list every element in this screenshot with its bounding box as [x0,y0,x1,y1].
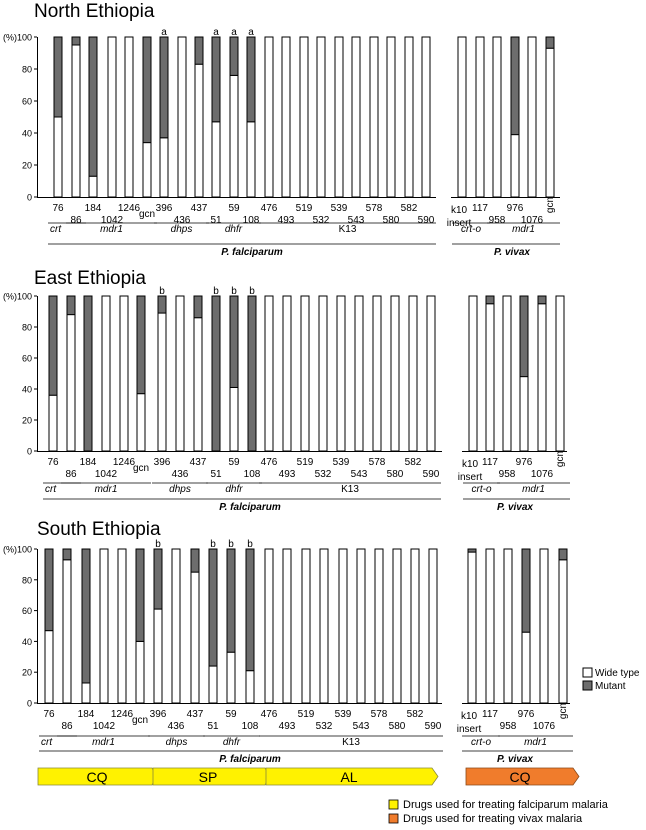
x-tick-label: 396 [149,709,167,720]
x-tick-label: k10 [460,711,478,722]
x-tick-label: 117 [482,457,498,468]
x-tick-label: 76 [47,457,59,468]
legend-label-falciparum-drugs: Drugs used for treating falciparum malaria [403,799,608,811]
bar-wild-type [176,296,184,451]
species-label-vivax: P. vivax [497,502,533,513]
legend-label-vivax-drugs: Drugs used for treating vivax malaria [403,813,583,825]
bar-wild-type [283,296,291,451]
x-tick-label: 1246 [112,457,136,468]
bar-mutant [559,549,567,560]
gene-label: mdr1 [522,484,545,495]
y-axis-label: (%) [3,32,17,43]
x-tick-label: gcn [132,463,150,474]
x-tick-label: gcn [131,715,149,726]
drug-arrow-label: CQ [509,769,531,785]
bar-wild-type [546,48,554,197]
bar-wild-type [357,549,365,703]
bar-wild-type [352,37,360,197]
y-tick-label: 100 [16,291,32,302]
panel-title: South Ethiopia [37,519,161,540]
bar-wild-type [194,318,202,451]
bar-wild-type [391,296,399,451]
x-tick-label: 437 [189,457,207,468]
x-tick-label: 493 [278,721,296,732]
gene-label: mdr1 [92,737,115,748]
x-tick-label: 976 [517,709,535,720]
significance-letter: b [159,286,165,297]
y-tick-label: 0 [26,698,32,709]
x-tick-label: 51 [210,215,222,226]
x-tick-label: 59 [228,457,240,468]
y-axis-label: (%) [3,544,17,555]
x-tick-label: 108 [241,721,259,732]
bar-wild-type [230,387,238,451]
significance-annotations [159,286,255,297]
bar-mutant [84,296,92,451]
x-tick-label: 108 [242,215,260,226]
bar-wild-type [538,304,546,451]
bar-mutant [143,37,151,143]
x-tick-label: 476 [260,203,278,214]
bar-mutant [45,549,53,631]
bar-mutant [468,549,476,552]
significance-letter: a [213,27,219,38]
y-tick-label: 80 [21,64,32,75]
bar-mutant [212,37,220,122]
bar-wild-type [422,37,430,197]
gene-label: crt-o [471,484,492,495]
significance-letter: b [213,286,219,297]
x-tick-label: 1076 [530,469,554,480]
bar-mutant [195,37,203,64]
legend-swatch-falciparum-drugs [389,800,398,809]
bar-wild-type [72,45,80,197]
x-tick-label: 493 [278,469,296,480]
bar-mutant [154,549,162,609]
x-tick-label: 539 [334,709,352,720]
x-tick-label: 51 [207,721,219,732]
bar-mutant [160,37,168,138]
x-tick-label: 976 [515,457,533,468]
significance-letter: a [248,27,254,38]
x-tick-label: 476 [260,457,278,468]
y-tick-label: 40 [21,636,32,647]
legend-swatch-wild-type [583,668,592,677]
gene-label: crt-o [471,737,491,748]
x-tick-label: gcn [545,196,556,214]
bar-mutant [538,296,546,304]
bar-wild-type [300,37,308,197]
x-tick-label: 1246 [117,203,141,214]
bar-group [54,37,554,197]
y-tick-label: 60 [21,96,32,107]
y-axis [3,33,38,203]
x-tick-label: 539 [332,457,350,468]
bar-wild-type [504,549,512,703]
x-tick-label: 51 [210,469,222,480]
x-tick-label: 582 [404,457,422,468]
bar-wild-type [320,549,328,703]
drug-legend [389,799,609,825]
y-tick-label: 60 [21,606,32,617]
bar-wild-type [102,296,110,451]
bar-wild-type [45,631,53,703]
bar-legend [583,668,640,692]
x-tick-label: 958 [498,469,516,480]
panel-east [3,268,570,513]
bar-wild-type [528,37,536,197]
drug-arrow-label: AL [340,769,358,785]
x-tick-label: 1042 [94,469,118,480]
x-tick-label: 184 [77,709,95,720]
bar-wild-type [317,37,325,197]
bar-wild-type [100,549,108,703]
bar-wild-type [559,560,567,703]
bar-mutant [520,296,528,377]
x-tick-label: 86 [65,469,77,480]
significance-letter: a [161,27,167,38]
y-tick-label: 100 [16,32,32,43]
x-tick-label: 1246 [110,709,134,720]
x-tick-label: 437 [186,709,204,720]
x-tick-label: 436 [171,469,189,480]
x-tick-label: k10 [450,205,468,216]
y-tick-label: 20 [21,160,32,171]
bar-wild-type [486,304,494,451]
x-tick-label: 1042 [100,215,124,226]
species-label-falciparum: P. falciparum [221,247,283,258]
significance-annotations [155,539,253,550]
bar-wild-type [265,549,273,703]
gene-label: crt-o [461,224,481,235]
bar-wild-type [283,549,291,703]
y-axis-label: (%) [3,291,17,302]
x-tick-label: 958 [488,215,506,226]
bar-mutant [209,549,217,666]
bar-mutant [522,549,530,632]
bar-group [45,549,567,703]
species-label-falciparum: P. falciparum [219,754,281,765]
legend-swatch-mutant [583,681,592,690]
bar-wild-type [137,394,145,451]
bar-wild-type [49,395,57,451]
bar-wild-type [265,37,273,197]
x-tick-label: 580 [388,721,406,732]
bar-wild-type [209,666,217,703]
bar-wild-type [82,683,90,703]
bar-wild-type [540,549,548,703]
drug-arrows [38,768,579,785]
y-tick-label: 100 [16,544,32,555]
bar-wild-type [319,296,327,451]
bar-wild-type [247,122,255,197]
x-tick-label: 476 [260,709,278,720]
bar-mutant [230,37,238,75]
bar-mutant [82,549,90,683]
y-tick-label: 60 [21,353,32,364]
legend-label-wild-type: Wide type [595,668,640,679]
x-tick-label: 396 [153,457,171,468]
x-tick-label: 519 [296,457,314,468]
bar-mutant [248,296,256,451]
bar-wild-type [476,37,484,197]
x-tick-label: 578 [365,203,383,214]
bar-wild-type [427,296,435,451]
x-tick-label: 976 [506,203,524,214]
gene-label: dhfr [224,224,243,235]
bar-wild-type [227,652,235,703]
bar-wild-type [522,632,530,703]
x-tick-label: 1076 [532,721,556,732]
bar-wild-type [520,377,528,451]
bar-wild-type [355,296,363,451]
panel-north [3,1,560,258]
x-tick-label: insert [457,472,483,483]
gene-label: dhps [170,224,193,235]
bar-wild-type [411,549,419,703]
bar-wild-type [191,572,199,703]
bar-wild-type [393,549,401,703]
panel-south [3,519,573,765]
bar-wild-type [158,313,166,451]
bar-wild-type [63,560,71,703]
y-tick-label: 20 [21,415,32,426]
bar-wild-type [339,549,347,703]
bar-wild-type [469,296,477,451]
x-tick-label: 184 [84,203,102,214]
gene-label: mdr1 [94,484,118,495]
gene-label: mdr1 [512,224,535,235]
bar-mutant [194,296,202,318]
x-tick-label: 543 [350,469,368,480]
bar-wild-type [230,75,238,197]
x-tick-label: insert [456,724,482,735]
gene-labels [39,736,573,751]
bar-wild-type [265,296,273,451]
x-tick-label: 76 [52,203,64,214]
gene-label: dhps [165,737,188,748]
x-tick-label: 519 [297,709,315,720]
bar-mutant [247,37,255,122]
panel-title: North Ethiopia [34,1,155,22]
y-tick-label: 40 [21,128,32,139]
bar-mutant [136,549,144,641]
legend-swatch-vivax-drugs [389,814,398,823]
significance-annotations [161,27,254,38]
y-tick-label: 0 [26,192,32,203]
bar-mutant [137,296,145,394]
bar-wild-type [458,37,466,197]
bar-wild-type [195,64,203,197]
bar-mutant [212,296,220,451]
gene-label: K13 [342,737,360,748]
bar-wild-type [108,37,116,197]
x-tick-label: 590 [422,469,440,480]
significance-letter: b [249,286,255,297]
x-tick-label: 493 [277,215,295,226]
bar-wild-type [373,296,381,451]
bar-wild-type [143,143,151,197]
x-tick-label: 580 [386,469,404,480]
panel-title: East Ethiopia [34,268,146,289]
species-label-vivax: P. vivax [497,754,533,765]
x-tick-label: 108 [243,469,261,480]
x-tick-label: 532 [314,469,332,480]
gene-labels [43,483,570,499]
legend-label-mutant: Mutant [595,681,626,692]
bar-wild-type [405,37,413,197]
bar-mutant [72,37,80,45]
x-tick-label: 582 [406,709,424,720]
bar-wild-type [118,549,126,703]
bar-wild-type [486,549,494,703]
bar-wild-type [246,671,254,703]
x-tick-label: 86 [61,721,73,732]
y-tick-label: 40 [21,384,32,395]
y-axis [3,292,38,457]
significance-letter: b [247,539,253,550]
significance-letter: b [228,539,234,550]
x-tick-label: 543 [347,215,365,226]
bar-mutant [67,296,75,315]
significance-letter: b [155,539,161,550]
bar-wild-type [67,315,75,451]
x-tick-label: 958 [499,721,517,732]
bar-mutant [486,296,494,304]
bar-mutant [191,549,199,572]
significance-letter: a [231,27,237,38]
bar-group [49,296,564,451]
x-tick-label: 578 [370,709,388,720]
x-tick-label: 59 [228,203,240,214]
species-label-vivax: P. vivax [494,247,530,258]
bar-wild-type [125,37,133,197]
gene-label: K13 [338,224,357,235]
x-tick-label: 578 [368,457,386,468]
bar-mutant [546,37,554,48]
x-tick-label: 1042 [92,721,116,732]
x-tick-labels [47,451,566,483]
bar-wild-type [409,296,417,451]
x-tick-label: 396 [155,203,173,214]
x-tick-label: 543 [352,721,370,732]
x-tick-label: 117 [482,709,498,720]
bar-wild-type [511,135,519,197]
significance-letter: b [231,286,237,297]
x-tick-label: 590 [424,721,442,732]
bar-wild-type [120,296,128,451]
x-tick-label: k10 [461,459,479,470]
x-tick-label: 436 [167,721,185,732]
x-tick-label: 117 [472,203,488,214]
species-label-falciparum: P. falciparum [219,502,281,513]
bar-wild-type [154,609,162,703]
bar-wild-type [468,552,476,703]
bar-wild-type [212,122,220,197]
x-tick-label: 580 [382,215,400,226]
bar-wild-type [493,37,501,197]
x-tick-label: gcn [555,450,566,468]
gene-label: mdr1 [524,737,547,748]
y-tick-label: 0 [26,446,32,457]
bar-wild-type [89,176,97,197]
x-tick-label: gcn [138,209,156,220]
x-tick-label: 519 [295,203,313,214]
gene-label: crt [45,484,57,495]
bar-mutant [54,37,62,117]
x-tick-label: 1076 [520,215,544,226]
bar-wild-type [429,549,437,703]
bar-wild-type [375,549,383,703]
bar-wild-type [282,37,290,197]
y-axis [3,545,38,709]
bar-wild-type [302,549,310,703]
bar-wild-type [503,296,511,451]
bar-wild-type [337,296,345,451]
significance-letter: b [210,539,216,550]
gene-label: crt [41,737,53,748]
x-tick-label: insert [446,218,472,229]
gene-label: crt [50,224,62,235]
bar-wild-type [556,296,564,451]
y-tick-label: 20 [21,667,32,678]
bar-wild-type [178,37,186,197]
x-tick-label: 86 [70,215,82,226]
y-tick-label: 80 [21,575,32,586]
x-tick-label: 590 [417,215,435,226]
x-tick-label: gcn [558,702,569,720]
gene-label: dhfr [225,484,243,495]
y-tick-label: 80 [21,322,32,333]
bar-mutant [63,549,71,560]
x-tick-label: 582 [400,203,418,214]
x-tick-label: 437 [190,203,208,214]
x-tick-label: 532 [315,721,333,732]
bar-wild-type [370,37,378,197]
gene-label: dhps [169,484,191,495]
x-tick-label: 184 [79,457,97,468]
gene-label: dhfr [222,737,241,748]
gene-label: K13 [341,484,359,495]
bar-mutant [230,296,238,387]
bar-wild-type [172,549,180,703]
x-tick-label: 539 [330,203,348,214]
bar-wild-type [136,641,144,703]
drug-arrow-label: SP [198,769,218,785]
bar-wild-type [301,296,309,451]
bar-wild-type [387,37,395,197]
x-tick-label: 532 [312,215,330,226]
gene-label: mdr1 [100,224,123,235]
bar-wild-type [335,37,343,197]
x-tick-label: 76 [43,709,55,720]
bar-mutant [227,549,235,652]
bar-mutant [511,37,519,135]
x-tick-label: 59 [225,709,237,720]
bar-mutant [246,549,254,671]
bar-mutant [89,37,97,176]
bar-wild-type [54,117,62,197]
bar-wild-type [160,138,168,197]
gene-labels [48,223,560,244]
x-tick-labels [43,703,569,735]
drug-arrow-label: CQ [86,769,108,785]
x-tick-label: 436 [173,215,191,226]
bar-mutant [158,296,166,313]
bar-mutant [49,296,57,395]
